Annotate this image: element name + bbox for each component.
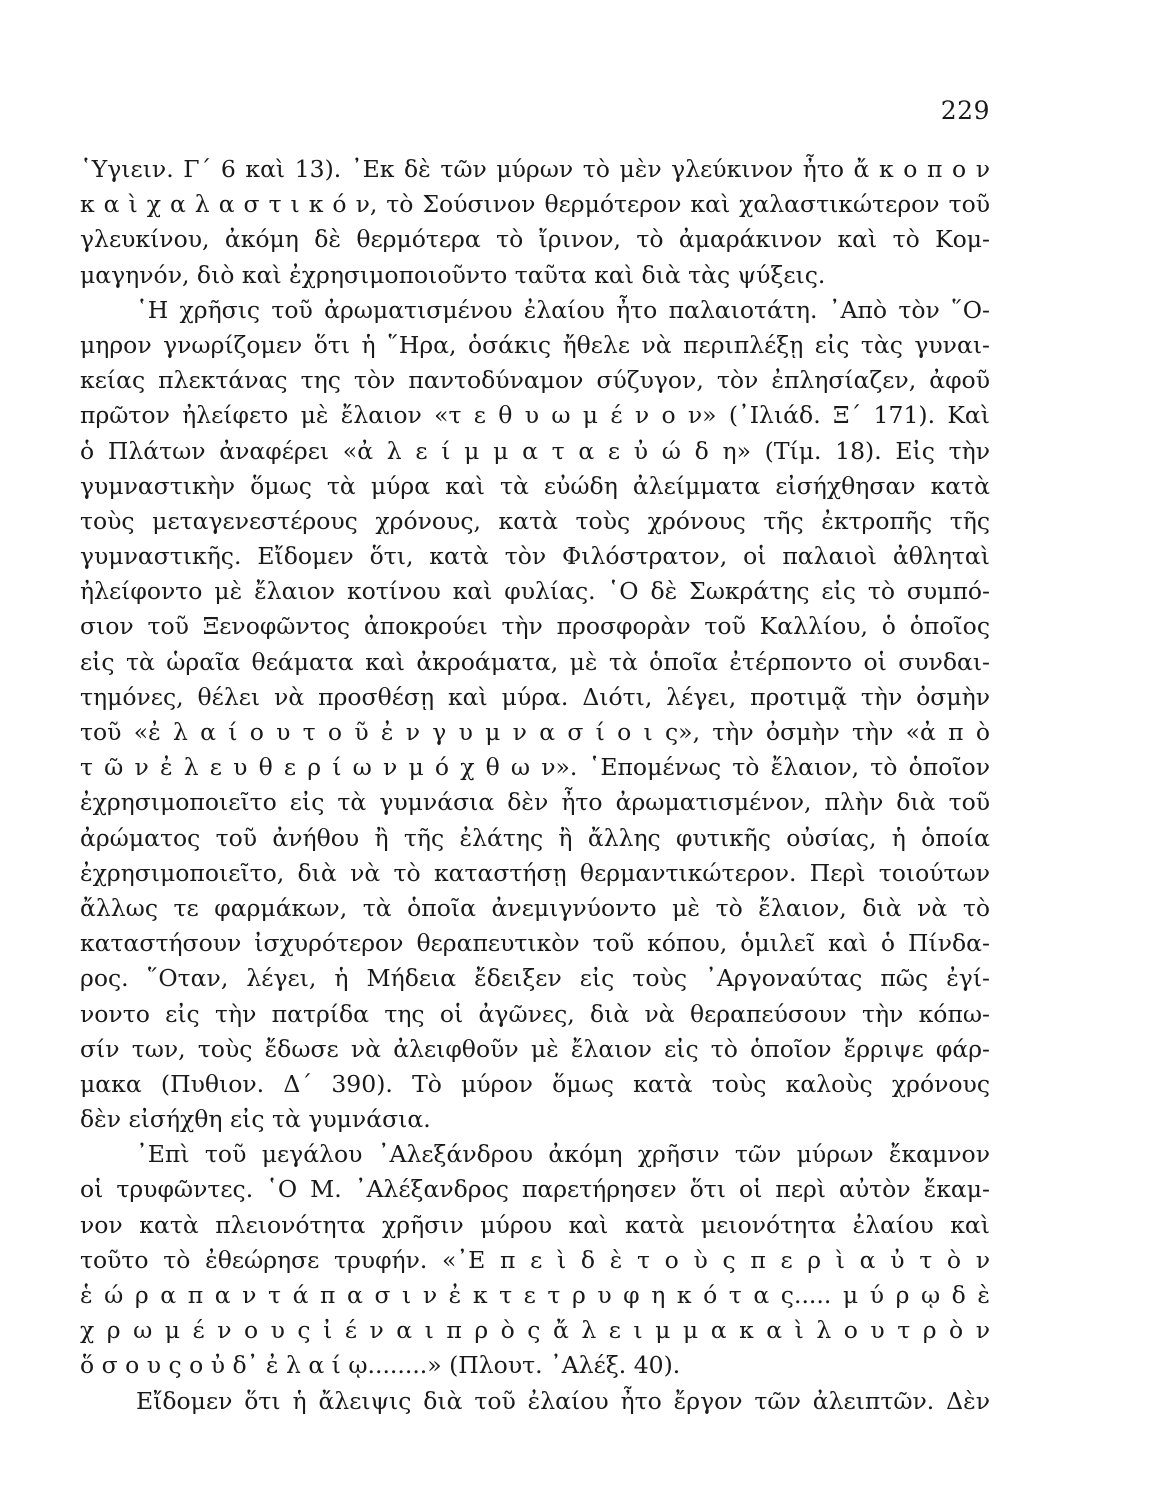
text-line: ἀρώματος τοῦ ἀνήθου ἢ τῆς ἐλάτης ἢ ἄλλης φυτικῆς οὐσίας, ἡ ὁποία [80,823,990,852]
text-line: καταστήσουν ἰσχυρότερον θεραπευτικὸν τοῦ κόπου, ὁμιλεῖ καὶ ὁ Πίνδα- [80,929,990,958]
text-line: εἰς τὰ ὡραῖα θεάματα καὶ ἀκροάματα, μὲ τὰ ὁποῖα ἐτέρποντο οἱ συνδαι- [80,647,990,676]
text-line: ῾Υγιειν. Γ΄ 6 καὶ 13). ᾿Εκ δὲ τῶν μύρων τὸ μὲν γλεύκινον ἦτο ἄ κ ο π ο ν [80,155,990,183]
text-line: νον κατὰ πλειονότητα χρῆσιν μύρου καὶ κατὰ μειονότητα ἐλαίου καὶ [80,1210,990,1239]
page-number: 229 [940,96,990,125]
text-line: οἱ τρυφῶντες. ῾Ο Μ. ᾿Αλέξανδρος παρετήρησεν ὅτι οἱ περὶ αὐτὸν ἔκαμ- [80,1175,990,1204]
text-line: πρῶτον ἠλείφετο μὲ ἔλαιον «τ ε θ υ ω μ έ ν ο ν» (᾿Ιλιάδ. Ξ΄ 171). Καὶ [80,401,990,430]
text-line: ἄλλως τε φαρμάκων, τὰ ὁποῖα ἀνεμιγνύοντο μὲ τὸ ἔλαιον, διὰ νὰ τὸ [80,893,990,922]
text-line: κ α ὶ χ α λ α σ τ ι κ ό ν, τὸ Σούσινον θερμότερον καὶ χαλαστικώτερον τοῦ [80,190,990,219]
text-line: ᾿Επὶ τοῦ μεγάλου ᾿Αλεξάνδρου ἀκόμη χρῆσιν τῶν μύρων ἔκαμνον [136,1140,990,1169]
text-line: τοὺς μεταγενεστέρους χρόνους, κατὰ τοὺς χρόνους τῆς ἐκτροπῆς τῆς [80,506,990,535]
text-line: ὁ Πλάτων ἀναφέρει «ἀ λ ε ί μ μ α τ α ε ὐ ώ δ η» (Τίμ. 18). Εἰς τὴν [80,436,990,465]
text-line: γλευκίνου, ἀκόμη δὲ θερμότερα τὸ ἴρινον, τὸ ἀμαράκινον καὶ τὸ Κομ- [80,225,990,254]
text-line: κείας πλεκτάνας της τὸν παντοδύναμον σύζυγον, τὸν ἐπλησίαζεν, ἀφοῦ [80,366,990,395]
text-line: μακα (Πυθιον. Δ΄ 390). Τὸ μύρον ὅμως κατὰ τοὺς καλοὺς χρόνους [80,1069,990,1098]
text-line: ρος. ῞Οταν, λέγει, ἡ Μήδεια ἔδειξεν εἰς τοὺς ᾿Αργοναύτας πῶς ἐγί- [80,964,990,993]
text-line: ἠλείφοντο μὲ ἔλαιον κοτίνου καὶ φυλίας. ῾Ο δὲ Σωκράτης εἰς τὸ συμπό- [80,577,990,606]
text-line: Εἴδομεν ὅτι ἡ ἄλειψις διὰ τοῦ ἐλαίου ἦτο ἔργον τῶν ἀλειπτῶν. Δὲν [136,1386,990,1415]
text-line: μαγηνόν, διὸ καὶ ἐχρησιμοποιοῦντο ταῦτα καὶ διὰ τὰς ψύξεις. [80,260,826,289]
text-line: γυμναστικὴν ὅμως τὰ μύρα καὶ τὰ εὐώδη ἀλείμματα εἰσήχθησαν κατὰ [80,471,990,500]
text-line: τ ῶ ν ἐ λ ε υ θ ε ρ ί ω ν μ ό χ θ ω ν». ῾Επομένως τὸ ἔλαιον, τὸ ὁποῖον [80,753,990,782]
text-line: τημόνες, θέλει νὰ προσθέσῃ καὶ μύρα. Διότι, λέγει, προτιμᾷ τὴν ὀσμὴν [80,682,990,711]
text-line: χ ρ ω μ έ ν ο υ ς ἰ έ ν α ι π ρ ὸ ς ἄ λ ε ι μ μ α κ α ὶ λ ο υ τ ρ ὸ ν [80,1316,990,1345]
text-line: ἐχρησιμοποιεῖτο εἰς τὰ γυμνάσια δὲν ἦτο ἀρωματισμένον, πλὴν διὰ τοῦ [80,788,990,817]
text-line: ἐχρησιμοποιεῖτο, διὰ νὰ τὸ καταστήσῃ θερμαντικώτερον. Περὶ τοιούτων [80,858,990,887]
text-line: νοντο εἰς τὴν πατρίδα της οἱ ἀγῶνες, διὰ νὰ θεραπεύσουν τὴν κόπω- [80,999,990,1028]
text-line: γυμναστικῆς. Εἴδομεν ὅτι, κατὰ τὸν Φιλόστρατον, οἱ παλαιοὶ ἀθληταὶ [80,542,990,571]
text-line: ὅ σ ο υ ς ο ὐ δ᾿ ἐ λ α ί ῳ........» (Πλουτ. ᾿Αλέξ. 40). [80,1351,681,1380]
text-line: ῾Η χρῆσις τοῦ ἀρωματισμένου ἐλαίου ἦτο παλαιοτάτη. ᾿Απὸ τὸν ῞Ο- [136,295,990,324]
text-line: μηρον γνωρίζομεν ὅτι ἡ ῞Ηρα, ὁσάκις ἤθελε νὰ περιπλέξῃ εἰς τὰς γυναι- [80,330,990,359]
text-line: σίν των, τοὺς ἔδωσε νὰ ἀλειφθοῦν μὲ ἔλαιον εἰς τὸ ὁποῖον ἔρριψε φάρ- [80,1034,990,1063]
text-line: σιον τοῦ Ξενοφῶντος ἀποκρούει τὴν προσφορὰν τοῦ Καλλίου, ὁ ὁποῖος [80,612,990,641]
text-line: δὲν εἰσήχθη εἰς τὰ γυμνάσια. [80,1105,431,1134]
body-text [80,152,990,1419]
text-line: ἑ ώ ρ α π α ν τ ά π α σ ι ν ἐ κ τ ε τ ρ υ φ η κ ό τ α ς..... μ ύ ρ ῳ δ ὲ [80,1281,990,1309]
text-line: τοῦτο τὸ ἐθεώρησε τρυφήν. «᾿Ε π ε ὶ δ ὲ τ ο ὺ ς π ε ρ ὶ α ὐ τ ὸ ν [80,1245,990,1274]
text-line: τοῦ «ἐ λ α ί ο υ τ ο ῦ ἐ ν γ υ μ ν α σ ί ο ι ς», τὴν ὀσμὴν τὴν «ἀ π ὸ [80,718,990,746]
